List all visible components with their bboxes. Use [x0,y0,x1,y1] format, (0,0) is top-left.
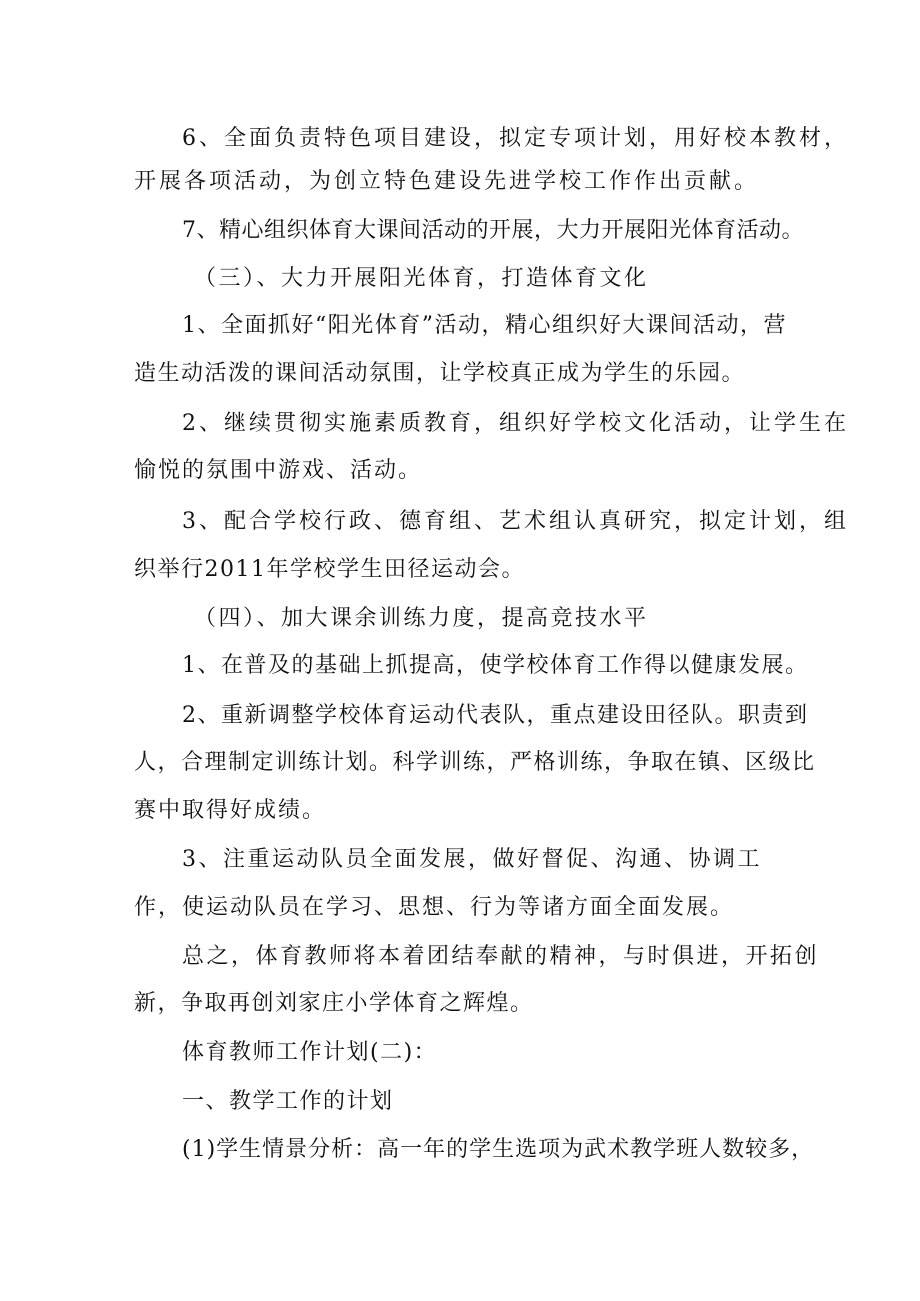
paragraph-line: 总之，体育教师将本着团结奉献的精神，与时俱进，开拓创 [182,944,820,969]
paragraph-line: 赛中取得好成绩。 [134,798,327,823]
paragraph-line: 开展各项活动，为创立特色建设先进学校工作作出贡献。 [134,169,760,194]
paragraph-line: 3、配合学校行政、德育组、艺术组认真研究，拟定计划，组 [182,509,849,534]
paragraph-line: 织举行2011年学校学生田径运动会。 [134,557,525,582]
paragraph-line: 2、继续贯彻实施素质教育，组织好学校文化活动，让学生在 [182,411,849,436]
paragraph-line: 造生动活泼的课间活动氛围，让学校真正成为学生的乐园。 [134,361,746,386]
section-heading: （四）、加大课余训练力度，提高竞技水平 [194,606,649,631]
paragraph-line: 新，争取再创刘家庄小学体育之辉煌。 [134,991,534,1016]
plan-title: 体育教师工作计划(二)： [182,1040,438,1065]
paragraph-line: 1、在普及的基础上抓提高，使学校体育工作得以健康发展。 [182,653,809,678]
paragraph-line: 作，使运动队员在学习、思想、行为等诸方面全面发展。 [134,895,735,920]
paragraph-line: 6、全面负责特色项目建设，拟定专项计划，用好校本教材， [182,126,849,151]
paragraph-line: 3、注重运动队员全面发展，做好督促、沟通、协调工 [182,847,762,872]
paragraph-line: 人，合理制定训练计划。科学训练，严格训练，争取在镇、区级比 [134,750,816,775]
paragraph-line: (1)学生情景分析：高一年的学生选项为武术教学班人数较多， [182,1137,815,1162]
paragraph-line: 2、重新调整学校体育运动代表队，重点建设田径队。职责到 [182,703,809,728]
paragraph-line: 愉悦的氛围中游戏、活动。 [134,458,423,483]
section-heading: 一、教学工作的计划 [182,1089,394,1114]
paragraph-line: 7、精心组织体育大课间活动的开展，大力开展阳光体育活动。 [182,218,804,243]
section-heading: （三）、大力开展阳光体育，打造体育文化 [194,266,649,291]
paragraph-line: 1、全面抓好“阳光体育”活动，精心组织好大课间活动，营 [182,313,787,338]
